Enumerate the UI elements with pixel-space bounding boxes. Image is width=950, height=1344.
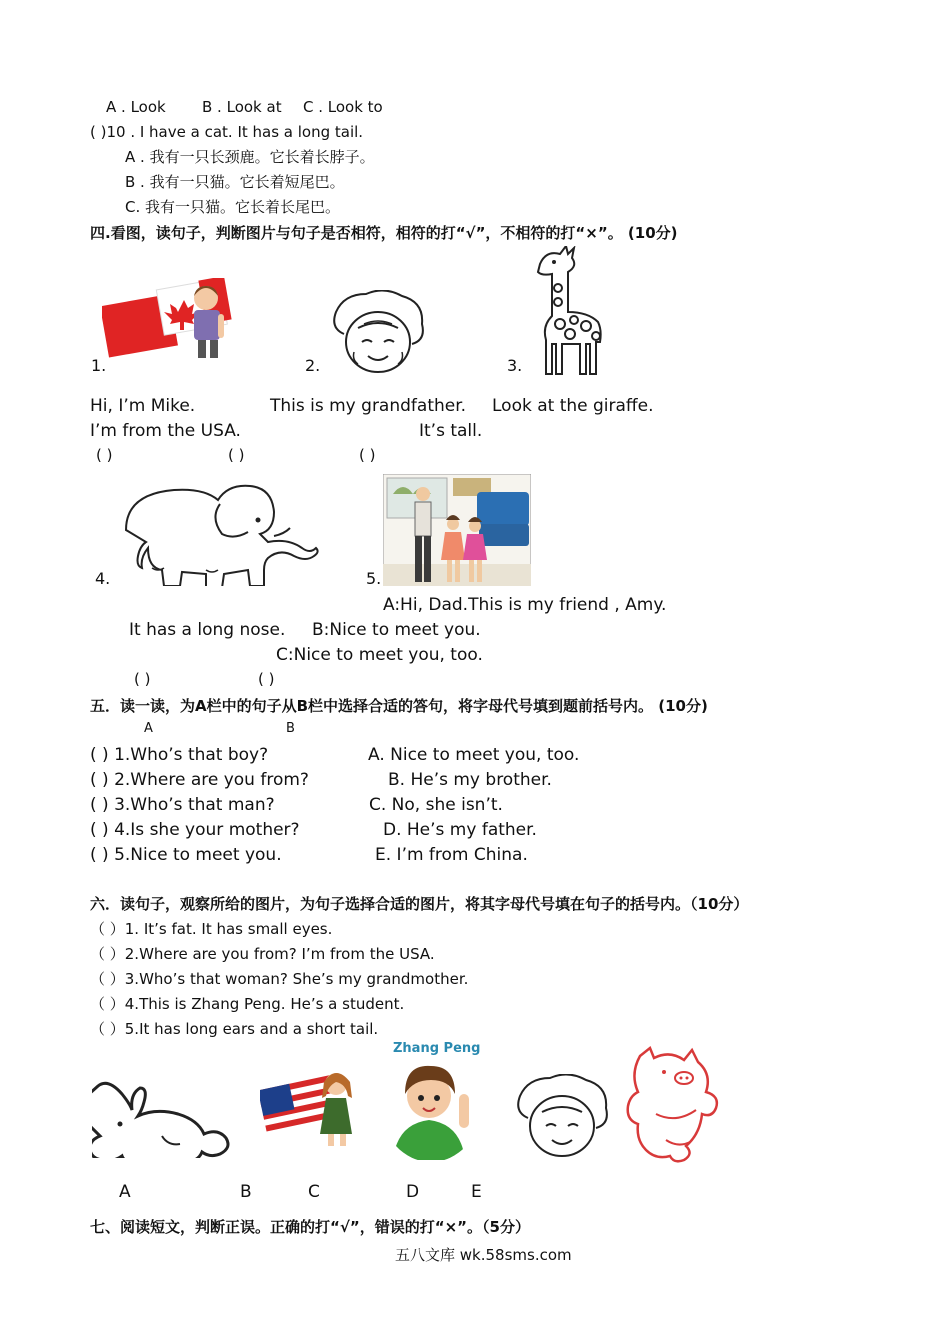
s4-item1-line2: I’m from the USA.: [90, 421, 241, 441]
elephant-picture: [112, 472, 324, 586]
s5-a5: E. I’m from China.: [375, 845, 528, 865]
s4-item3-line2: It’s tall.: [419, 421, 483, 441]
s6-item5: （ ）5.It has long ears and a short tail.: [90, 1020, 379, 1038]
s4-item5-line3: C:Nice to meet you, too.: [276, 645, 483, 665]
s4-item2-line1: This is my grandfather.: [270, 396, 467, 416]
q10-option-b: B . 我有一只猫。它长着短尾巴。: [125, 173, 345, 191]
s6-item4: （ ）4.This is Zhang Peng. He’s a student.: [90, 995, 405, 1013]
s4-item1-number: 1.: [91, 356, 107, 375]
s4-item5-bracket[interactable]: ( ): [258, 670, 275, 688]
s5-q5: ( ) 5.Nice to meet you.: [90, 845, 282, 865]
s4-item5-number: 5.: [366, 569, 382, 588]
s4-item1-line1: Hi, I’m Mike.: [90, 396, 196, 416]
q9-option-c: C . Look to: [303, 98, 383, 116]
s4-item3-number: 3.: [507, 356, 523, 375]
grandmother-face-picture: [324, 290, 432, 376]
s5-q3: ( ) 3.Who’s that man?: [90, 795, 275, 815]
s6-label-c: C: [308, 1182, 320, 1202]
s5-a2: B. He’s my brother.: [388, 770, 552, 790]
giraffe-picture: [530, 246, 614, 376]
s4-item2-number: 2.: [305, 356, 321, 375]
usa-flag-girl-picture: [260, 1068, 362, 1146]
s4-item3-line1: Look at the giraffe.: [492, 396, 654, 416]
section5-title: 五．读一读，为A栏中的句子从B栏中选择合适的答句，将字母代号填到题前括号内。 (10分): [90, 697, 708, 715]
s4-item4-bracket[interactable]: ( ): [134, 670, 151, 688]
family-scene-picture: [383, 474, 531, 586]
q9-option-b: B . Look at: [202, 98, 282, 116]
s5-a4: D. He’s my father.: [383, 820, 537, 840]
s4-item5-line1: A:Hi, Dad.This is my friend , Amy.: [383, 595, 667, 615]
zhang-peng-boy-picture: [379, 1041, 481, 1160]
s6-item3: （ ）3.Who’s that woman? She’s my grandmother.: [90, 970, 469, 988]
footer-watermark: 五八文库 wk.58sms.com: [395, 1246, 572, 1264]
section6-title: 六．读句子，观察所给的图片，为句子选择合适的图片，将其字母代号填在句子的括号内。（10分）: [90, 895, 749, 913]
s4-item5-line2: B:Nice to meet you.: [312, 620, 481, 640]
s5-a1: A. Nice to meet you, too.: [368, 745, 580, 765]
s6-label-d: D: [406, 1182, 420, 1202]
canada-flag-boy-picture: [102, 278, 232, 360]
s5-q4: ( ) 4.Is she your mother?: [90, 820, 300, 840]
section5-col-a-label: A: [144, 721, 153, 736]
s6-item2: （ ）2.Where are you from? I’m from the USA.: [90, 945, 435, 963]
section5-col-b-label: B: [286, 721, 295, 736]
grandmother-face-picture-d: [510, 1074, 614, 1162]
q9-option-a: A . Look: [106, 98, 166, 116]
rabbit-picture: [92, 1076, 238, 1158]
s4-item1-bracket[interactable]: ( ): [96, 446, 113, 464]
s4-item4-number: 4.: [95, 569, 111, 588]
section4-title: 四.看图，读句子，判断图片与句子是否相符，相符的打“√”，不相符的打“×”。 (10分): [90, 224, 678, 242]
s5-q1: ( ) 1.Who’s that boy?: [90, 745, 269, 765]
section7-title: 七、阅读短文，判断正误。正确的打“√”，错误的打“×”。（5分）: [90, 1218, 530, 1236]
q10-stem: ( )10 . I have a cat. It has a long tail.: [90, 123, 364, 141]
s5-q2: ( ) 2.Where are you from?: [90, 770, 309, 790]
s4-item2-bracket[interactable]: ( ): [228, 446, 245, 464]
pig-picture: [626, 1044, 724, 1164]
s5-a3: C. No, she isn’t.: [369, 795, 503, 815]
s4-item3-bracket[interactable]: ( ): [359, 446, 376, 464]
q10-option-c: C. 我有一只猫。它长着长尾巴。: [125, 198, 341, 216]
s6-item1: （ ）1. It’s fat. It has small eyes.: [90, 920, 333, 938]
s4-item4-line1: It has a long nose.: [129, 620, 286, 640]
s6-label-b: B: [240, 1182, 252, 1202]
s6-label-a: A: [119, 1182, 131, 1202]
zhang-peng-name-tag: Zhang Peng: [393, 1041, 481, 1056]
s6-label-e: E: [471, 1182, 482, 1202]
q10-option-a: A . 我有一只长颈鹿。它长着长脖子。: [125, 148, 375, 166]
